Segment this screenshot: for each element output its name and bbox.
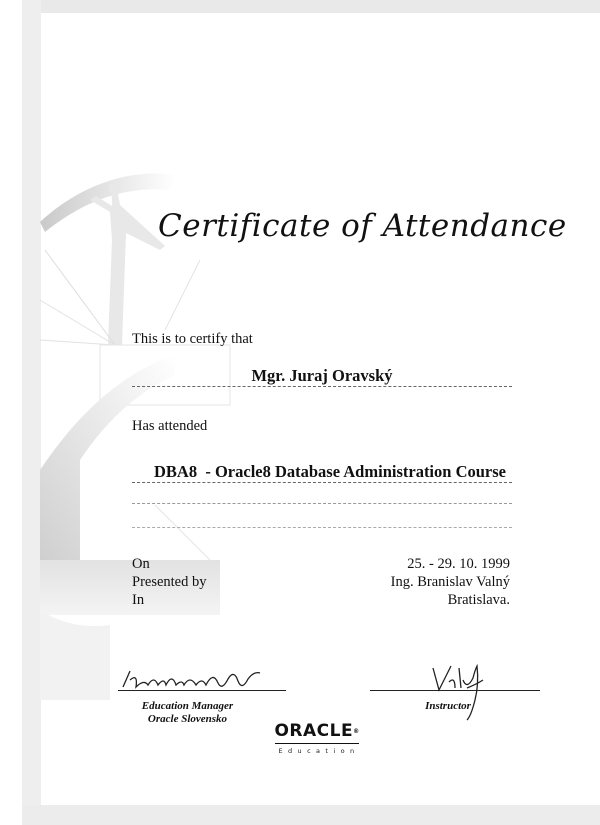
course-date: 25. - 29. 10. 1999 bbox=[407, 556, 510, 572]
recipient-name: Mgr. Juraj Oravský bbox=[251, 366, 393, 385]
oracle-wordmark: ORACLE® bbox=[274, 721, 360, 741]
education-manager-title: Education Manager bbox=[141, 700, 234, 712]
course-title: DBA8 - Oracle8 Database Administration Course bbox=[154, 462, 506, 481]
logo-rule bbox=[275, 743, 359, 744]
education-manager-org: Oracle Slovensko bbox=[147, 713, 228, 725]
presented-by-label: Presented by bbox=[132, 574, 207, 590]
blank-line-2 bbox=[132, 527, 512, 528]
course-location: Bratislava. bbox=[447, 592, 510, 608]
in-label: In bbox=[132, 592, 145, 608]
education-manager-signature-line bbox=[118, 690, 286, 691]
instructor-title: Instructor bbox=[425, 700, 471, 712]
oracle-education-label: Education bbox=[278, 747, 360, 755]
attended-label: Has attended bbox=[132, 418, 208, 434]
name-underline bbox=[132, 386, 512, 387]
blank-line-1 bbox=[132, 503, 512, 504]
course-underline bbox=[132, 482, 512, 483]
instructor-signature bbox=[425, 660, 495, 725]
presenter-name: Ing. Branislav Valný bbox=[390, 574, 510, 590]
certificate-title: Certificate of Attendance bbox=[158, 208, 567, 244]
oracle-education-logo bbox=[271, 723, 363, 755]
instructor-signature-line bbox=[370, 690, 540, 691]
on-label: On bbox=[132, 556, 150, 572]
certify-label: This is to certify that bbox=[132, 331, 253, 347]
